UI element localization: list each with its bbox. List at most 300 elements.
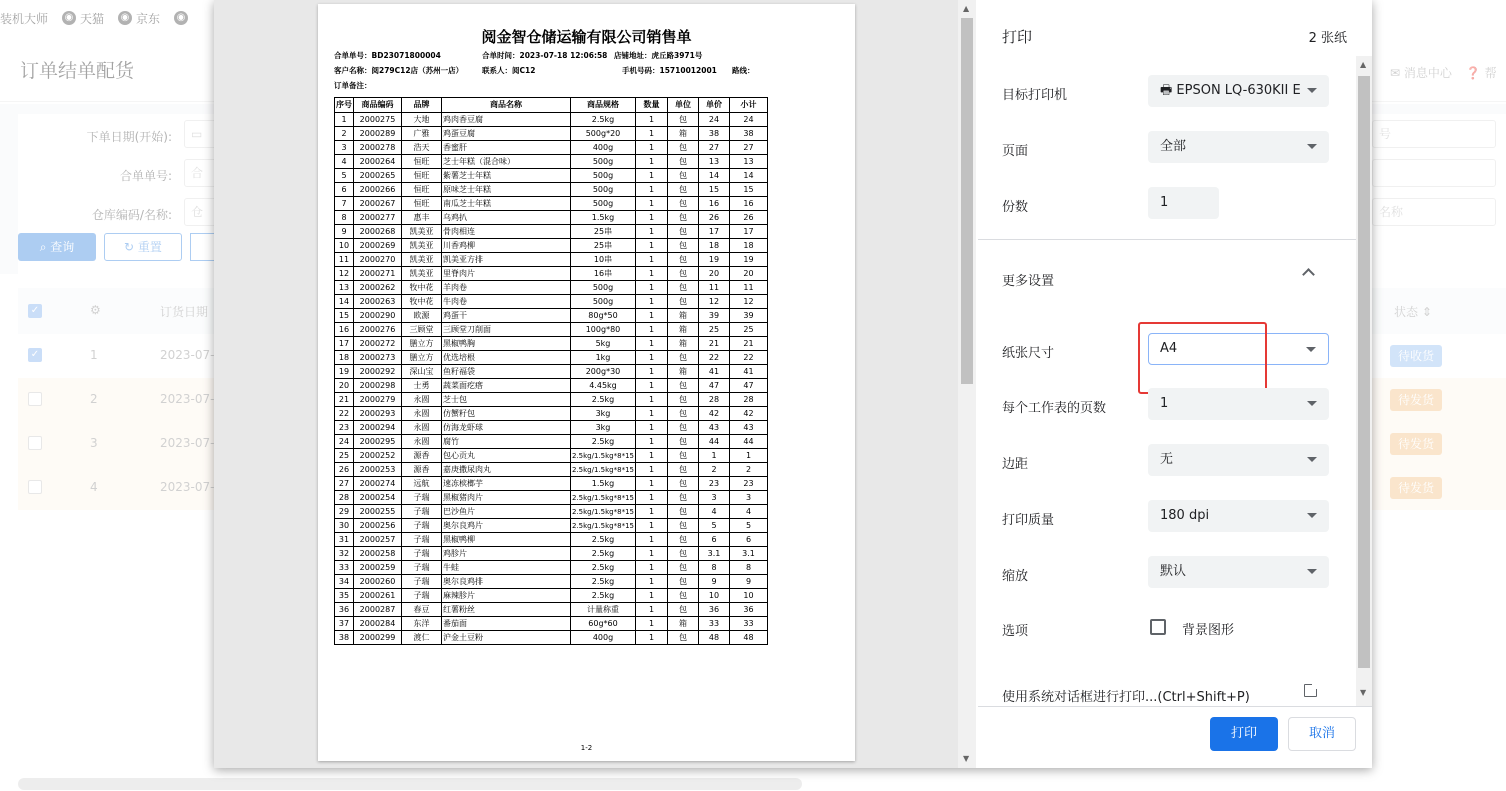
table-cell: 大地 [402,113,442,127]
scroll-down-icon[interactable]: ▼ [1360,688,1367,697]
table-cell: 22 [698,351,729,365]
table-cell: 1kg [571,351,636,365]
table-cell: 鱼籽福袋 [442,365,571,379]
table-cell: 远航 [402,477,442,491]
preview-page [318,4,855,761]
table-cell: 36 [335,603,354,617]
table-cell: 1 [635,561,667,575]
table-cell: 2.5kg/1.5kg*8*15 [571,519,636,533]
margin-select[interactable] [1148,444,1329,476]
table-cell: 15 [335,309,354,323]
scroll-down-icon[interactable]: ▼ [963,754,970,763]
table-cell: 10 [698,589,729,603]
table-cell: 400g [571,141,636,155]
printer-value: EPSON LQ-630KII E [1176,83,1301,98]
table-row [335,253,768,267]
more-settings-toggle[interactable]: 更多设置 [1002,274,1055,289]
quality-label: 打印质量 [1002,513,1055,528]
table-cell: 43 [698,421,729,435]
table-cell: 33 [335,561,354,575]
table-cell: 箱 [667,309,698,323]
table-cell: 包 [667,421,698,435]
table-cell: 28 [335,491,354,505]
table-cell: 17 [698,225,729,239]
table-cell: 箱 [667,337,698,351]
print-settings [978,0,1372,768]
table-cell: 包 [667,463,698,477]
contact: 联系人：阅C12 [482,66,536,75]
table-cell: 2000294 [354,421,402,435]
table-cell: 4 [729,505,767,519]
table-cell: 腐竹 [442,435,571,449]
table-cell: 29 [335,505,354,519]
table-cell: 9 [729,575,767,589]
table-row [335,491,768,505]
table-cell: 27 [698,141,729,155]
table-cell: 包 [667,631,698,645]
table-cell: 2.5kg [571,533,636,547]
table-cell: 浩天 [402,141,442,155]
table-cell: 包 [667,491,698,505]
table-cell: 包 [667,561,698,575]
table-cell: 11 [729,281,767,295]
table-cell: 2000279 [354,393,402,407]
table-cell: 25串 [571,239,636,253]
table-cell: 包 [667,477,698,491]
table-cell: 子瑞 [402,491,442,505]
table-cell: 400g [571,631,636,645]
table-cell: 20 [729,267,767,281]
table-cell: 1 [635,547,667,561]
table-cell: 28 [729,393,767,407]
table-cell: 包 [667,435,698,449]
table-cell: 芝士包 [442,393,571,407]
table-cell: 2000270 [354,253,402,267]
table-cell: 20 [335,379,354,393]
table-row [335,575,768,589]
table-cell: 18 [729,239,767,253]
table-cell: 膳立方 [402,351,442,365]
table-cell: 1 [635,127,667,141]
table-cell: 26 [729,211,767,225]
table-cell: 2.5kg/1.5kg*8*15 [571,463,636,477]
table-cell: 500g [571,169,636,183]
table-cell: 鸡胗片 [442,547,571,561]
table-row [335,183,768,197]
dialog-footer [978,706,1372,768]
table-row [335,127,768,141]
table-cell: 1 [635,575,667,589]
table-cell: 2000276 [354,323,402,337]
printer-select[interactable] [1148,75,1329,107]
table-cell: 包 [667,393,698,407]
table-cell: 2000272 [354,337,402,351]
merge-time: 合单时间：2023-07-18 12:06:58 [482,51,608,60]
table-cell: 子瑞 [402,533,442,547]
table-cell: 33 [698,617,729,631]
table-row [335,463,768,477]
table-cell: 奥尔良鸡排 [442,575,571,589]
table-cell: 2 [729,463,767,477]
table-cell: 1.5kg [571,211,636,225]
table-cell: 36 [729,603,767,617]
table-cell: 23 [335,421,354,435]
table-cell: 60g*60 [571,617,636,631]
table-row [335,211,768,225]
table-cell: 2.5kg [571,547,636,561]
table-row [335,603,768,617]
cancel-button[interactable]: 取消 [1288,717,1356,751]
table-row [335,141,768,155]
scroll-up-icon[interactable]: ▲ [1360,60,1367,69]
table-cell: 子瑞 [402,519,442,533]
table-cell: 2.5kg [571,575,636,589]
table-cell: 2000298 [354,379,402,393]
table-cell: 1 [635,365,667,379]
settings-scroll-thumb[interactable] [1358,76,1370,668]
table-cell: 牛蛙 [442,561,571,575]
table-cell: 1 [635,141,667,155]
table-cell: 1 [635,393,667,407]
table-cell: 1 [635,113,667,127]
table-cell: 25 [698,323,729,337]
table-cell: 2000267 [354,197,402,211]
table-cell: 羊肉卷 [442,281,571,295]
table-cell: 子瑞 [402,589,442,603]
table-row [335,351,768,365]
table-row [335,113,768,127]
table-cell: 16 [335,323,354,337]
table-cell: 25 [729,323,767,337]
table-cell: 1 [635,603,667,617]
table-cell: 41 [729,365,767,379]
table-cell: 番茄面 [442,617,571,631]
background-graphics-label[interactable]: 背景图形 [1182,623,1235,638]
table-cell: 42 [729,407,767,421]
table-cell: 2000290 [354,309,402,323]
chevron-down-icon [1307,569,1317,574]
table-cell: 牛肉卷 [442,295,571,309]
table-cell: 1 [635,309,667,323]
table-cell: 47 [729,379,767,393]
scroll-up-icon[interactable]: ▲ [963,4,970,13]
table-cell: 黑椒猪肉片 [442,491,571,505]
table-cell: 香蜜肝 [442,141,571,155]
table-cell: 6 [335,183,354,197]
options-label: 选项 [1002,624,1029,639]
table-cell: 鸡肉香豆腐 [442,113,571,127]
table-row [335,393,768,407]
table-cell: 源香 [402,449,442,463]
table-cell: 31 [335,533,354,547]
customer-name: 客户名称：阅279C12店（苏州一店） [334,66,464,75]
table-cell: 包 [667,155,698,169]
sales-table-col-header: 数量 [635,98,667,113]
table-cell: 永圆 [402,407,442,421]
table-cell: 10 [335,239,354,253]
table-cell: 牧中花 [402,281,442,295]
table-cell: 24 [729,113,767,127]
table-cell: 3kg [571,407,636,421]
table-cell: 2.5kg [571,113,636,127]
table-cell: 包 [667,225,698,239]
table-cell: 2000261 [354,589,402,603]
table-cell: 18 [698,239,729,253]
table-cell: 1 [635,155,667,169]
table-cell: 37 [335,617,354,631]
table-cell: 2 [698,463,729,477]
table-cell: 30 [335,519,354,533]
table-cell: 16串 [571,267,636,281]
table-cell: 凯美亚 [402,239,442,253]
sales-table-header [335,98,768,113]
table-cell: 5 [335,169,354,183]
table-row [335,281,768,295]
table-cell: 44 [729,435,767,449]
table-cell: 2.5kg/1.5kg*8*15 [571,491,636,505]
table-cell: 3 [335,141,354,155]
table-cell: 箱 [667,323,698,337]
table-row [335,379,768,393]
sales-table-col-header: 单价 [698,98,729,113]
print-preview [214,0,958,768]
table-cell: 11 [698,281,729,295]
table-cell: 44 [698,435,729,449]
table-cell: 13 [698,155,729,169]
table-cell: 包 [667,169,698,183]
table-cell: 凯美亚 [402,225,442,239]
preview-scrollbar[interactable] [958,0,976,768]
open-external-icon[interactable] [1304,684,1317,697]
table-cell: 18 [335,351,354,365]
table-cell: 麻辣胗片 [442,589,571,603]
table-cell: 源香 [402,463,442,477]
table-cell: 500g [571,197,636,211]
table-cell: 1 [635,351,667,365]
table-cell: 2000275 [354,113,402,127]
merge-no: 合单单号：BD23071800004 [334,51,441,60]
table-cell: 包 [667,239,698,253]
divider [978,239,1372,240]
printer-label: 目标打印机 [1002,88,1068,103]
pages-per-sheet-select[interactable] [1148,388,1329,420]
table-cell: 13 [335,281,354,295]
table-cell: 优选培根 [442,351,571,365]
quality-value: 180 dpi [1160,508,1210,523]
table-cell: 嘉庚撒尿肉丸 [442,463,571,477]
table-cell: 38 [335,631,354,645]
table-cell: 包 [667,253,698,267]
table-row [335,533,768,547]
sales-table-col-header: 小计 [729,98,767,113]
table-cell: 子瑞 [402,505,442,519]
table-cell: 永圆 [402,421,442,435]
table-cell: 19 [698,253,729,267]
table-cell: 28 [698,393,729,407]
table-cell: 3.1 [729,547,767,561]
table-cell: 包 [667,267,698,281]
table-cell: 包 [667,113,698,127]
chevron-down-icon [1306,347,1316,352]
table-cell: 1 [635,295,667,309]
sales-table-col-header: 单位 [667,98,698,113]
table-cell: 1 [335,113,354,127]
table-row [335,589,768,603]
table-cell: 膳立方 [402,337,442,351]
table-row [335,155,768,169]
table-cell: 2000293 [354,407,402,421]
table-cell: 1 [698,449,729,463]
settings-scrollbar[interactable] [1356,56,1372,706]
table-cell: 4 [698,505,729,519]
table-cell: 26 [698,211,729,225]
table-cell: 15 [729,183,767,197]
print-button[interactable]: 打印 [1210,717,1278,751]
table-cell: 里脊肉片 [442,267,571,281]
table-cell: 1 [635,435,667,449]
table-cell: 2000277 [354,211,402,225]
table-cell: 47 [698,379,729,393]
background-graphics-checkbox[interactable] [1150,619,1166,635]
table-cell: 1 [635,421,667,435]
table-cell: 5kg [571,337,636,351]
table-cell: 17 [335,337,354,351]
table-cell: 1 [635,169,667,183]
table-cell: 凯美亚 [402,267,442,281]
table-cell: 7 [335,197,354,211]
table-cell: 1 [635,589,667,603]
pages-label: 页面 [1002,144,1029,159]
table-cell: 1 [635,239,667,253]
table-cell: 8 [729,561,767,575]
margin-label: 边距 [1002,457,1029,472]
store-address: 店铺地址：虎丘路3971号 [614,51,703,60]
table-cell: 1 [635,491,667,505]
table-cell: 恒旺 [402,155,442,169]
table-cell: 3.1 [698,547,729,561]
scale-value: 默认 [1160,564,1187,579]
system-dialog-link[interactable]: 使用系统对话框进行打印...(Ctrl+Shift+P) [1002,690,1250,705]
table-cell: 8 [698,561,729,575]
chevron-up-icon[interactable] [1302,268,1315,281]
table-cell: 红薯粉丝 [442,603,571,617]
copies-input[interactable]: 1 [1148,187,1219,219]
table-cell: 仿蟹籽包 [442,407,571,421]
table-cell: 1 [635,477,667,491]
sheet-count: 2 张纸 [1308,31,1347,46]
chevron-down-icon [1307,401,1317,406]
sales-table [334,97,768,645]
table-row [335,365,768,379]
table-cell: 川香鸡柳 [442,239,571,253]
table-cell: 包 [667,519,698,533]
table-cell: 10 [729,589,767,603]
table-cell: 1.5kg [571,477,636,491]
table-cell: 14 [335,295,354,309]
table-cell: 16 [729,197,767,211]
table-cell: 2000295 [354,435,402,449]
table-cell: 26 [335,463,354,477]
table-cell: 包 [667,547,698,561]
table-cell: 包 [667,533,698,547]
table-cell: 500g [571,281,636,295]
table-cell: 1 [635,323,667,337]
table-cell: 2000252 [354,449,402,463]
table-row [335,197,768,211]
table-cell: 41 [698,365,729,379]
table-cell: 包心贡丸 [442,449,571,463]
table-cell: 箱 [667,617,698,631]
table-cell: 紫薯芝士年糕 [442,169,571,183]
table-row [335,617,768,631]
table-cell: 箱 [667,127,698,141]
table-cell: 广雅 [402,127,442,141]
document-title: 阅金智仓储运输有限公司销售单 [481,28,692,46]
table-cell: 5 [698,519,729,533]
table-cell: 500g*20 [571,127,636,141]
table-cell: 2.5kg [571,435,636,449]
table-cell: 5 [729,519,767,533]
table-cell: 速冻槟榔芋 [442,477,571,491]
table-cell: 32 [335,547,354,561]
table-cell: 2000265 [354,169,402,183]
quality-select[interactable] [1148,500,1329,532]
table-cell: 黑椒鸭胸 [442,337,571,351]
print-dialog [214,0,1372,768]
table-cell: 恒旺 [402,183,442,197]
pages-select[interactable] [1148,131,1329,163]
table-cell: 1 [635,505,667,519]
table-cell: 1 [635,197,667,211]
chevron-down-icon [1307,457,1317,462]
table-cell: 包 [667,449,698,463]
table-cell: 包 [667,575,698,589]
table-row [335,295,768,309]
table-cell: 80g*50 [571,309,636,323]
table-cell: 22 [729,351,767,365]
table-cell: 27 [335,477,354,491]
table-cell: 4 [335,155,354,169]
table-cell: 2 [335,127,354,141]
table-cell: 凯美亚方排 [442,253,571,267]
table-cell: 2000258 [354,547,402,561]
table-cell: 奥尔良鸡片 [442,519,571,533]
table-cell: 子瑞 [402,547,442,561]
table-row [335,547,768,561]
scale-select[interactable] [1148,556,1329,588]
table-cell: 2000299 [354,631,402,645]
sales-table-col-header: 商品规格 [571,98,636,113]
table-cell: 2000278 [354,141,402,155]
table-cell: 34 [335,575,354,589]
table-cell: 2.5kg [571,589,636,603]
table-row [335,519,768,533]
preview-scroll-thumb[interactable] [961,18,973,384]
table-row [335,407,768,421]
table-cell: 1 [635,449,667,463]
print-title: 打印 [1002,28,1033,46]
table-cell: 1 [635,463,667,477]
table-cell: 南瓜芝士年糕 [442,197,571,211]
table-cell: 19 [729,253,767,267]
sales-table-col-header: 序号 [335,98,354,113]
table-cell: 2000292 [354,365,402,379]
table-cell: 23 [698,477,729,491]
table-row [335,631,768,645]
table-cell: 25串 [571,225,636,239]
table-cell: 包 [667,295,698,309]
table-cell: 黑椒鸭柳 [442,533,571,547]
